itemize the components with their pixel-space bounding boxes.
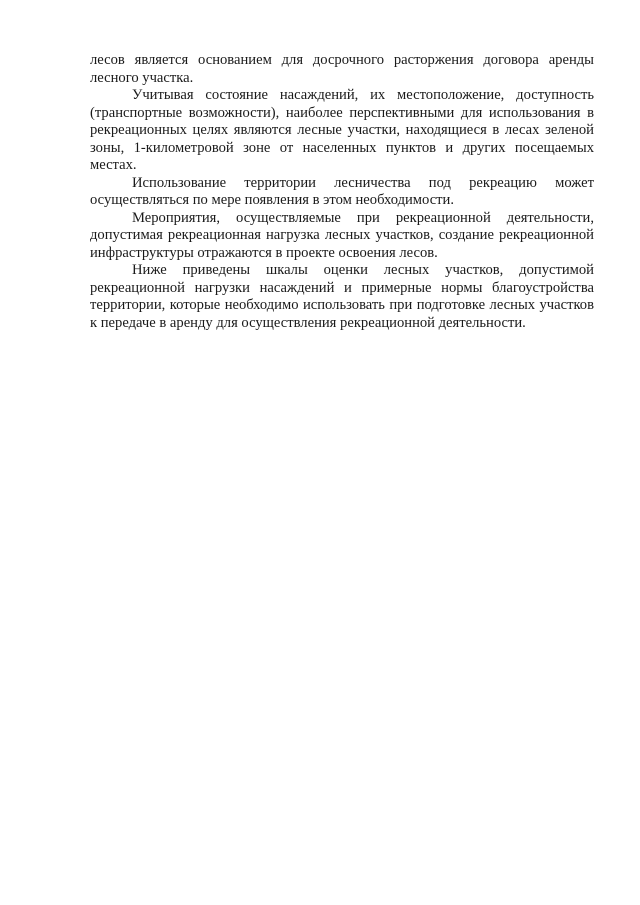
paragraph-continuation: лесов является основанием для досрочного расторжения договора аренды лесного участка. (90, 52, 594, 86)
paragraph-scales-intro: Ниже приведены шкалы оценки лесных участков, допустимой рекреационной нагрузки насаждений и примерные нормы благоустройства территории, которые необходимо использовать при подготовке лесных участков к передаче в аренду для осуществления рекреационной деятельности. (90, 262, 594, 331)
paragraph-territory-use: Использование территории лесничества под рекреацию может осуществляться по мере появления в этом необходимости. (90, 174, 594, 208)
paragraph-recreation-prospects: Учитывая состояние насаждений, их местоположение, доступность (транспортные возможности), наиболее перспективными для использования в рекреационных целях являются лесные участки, находящиеся в лесах зеленой зоны, 1-километровой зоне от населенных пунктов и других посещаемых местах. (90, 87, 594, 173)
document-body (90, 52, 594, 332)
paragraph-activities: Мероприятия, осуществляемые при рекреационной деятельности, допустимая рекреационная нагрузка лесных участков, создание рекреационной инфраструктуры отражаются в проекте освоения лесов. (90, 209, 594, 261)
